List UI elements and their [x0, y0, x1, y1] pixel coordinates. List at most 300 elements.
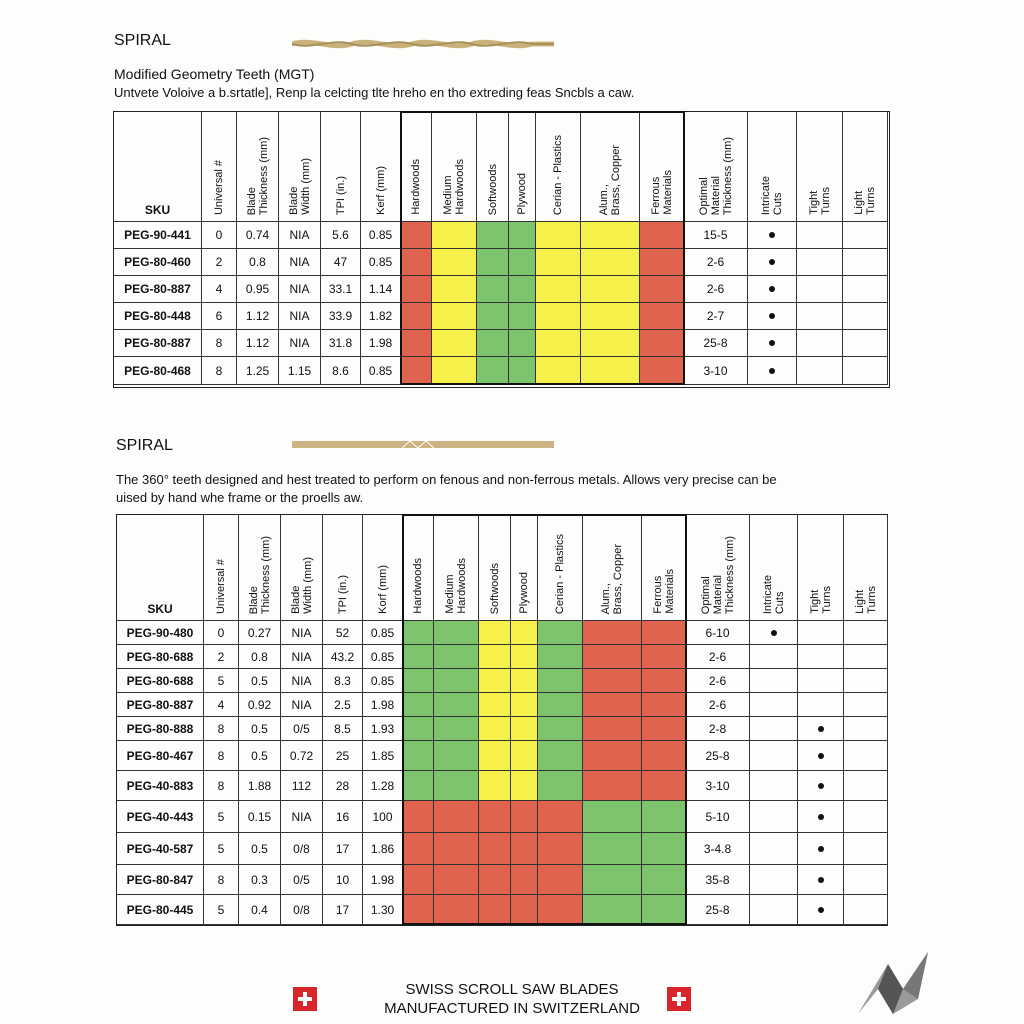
- material-suitability-cell: [401, 303, 432, 330]
- value-cell: 28: [323, 771, 363, 801]
- value-cell: 1.85: [363, 741, 403, 771]
- bullet-icon: [818, 846, 824, 852]
- value-cell: 0.92: [239, 693, 281, 717]
- value-cell: 1.98: [361, 330, 401, 357]
- material-suitability-cell: [434, 669, 479, 693]
- material-suitability-cell: [434, 621, 479, 645]
- column-header-label: Blade Thickness (mm): [247, 535, 272, 614]
- value-cell: 1.88: [239, 771, 281, 801]
- material-suitability-cell: [509, 222, 536, 249]
- sku-cell: PEG-40-587: [117, 833, 204, 865]
- column-header-label: Hardwoods: [410, 159, 422, 215]
- material-suitability-cell: [583, 895, 642, 925]
- material-suitability-cell: [642, 621, 686, 645]
- value-cell: NIA: [279, 330, 321, 357]
- value-cell: 4: [202, 276, 237, 303]
- material-suitability-cell: [479, 865, 511, 895]
- value-cell: 1.12: [237, 303, 279, 330]
- column-header-label: SKU: [147, 602, 173, 616]
- footer-line2: MANUFACTURED IN SWITZERLAND: [384, 1000, 640, 1017]
- column-header: [204, 515, 239, 621]
- material-suitability-cell: [538, 865, 583, 895]
- value-cell: 5: [204, 669, 239, 693]
- usage-cell: [798, 833, 844, 865]
- value-cell: 5: [204, 833, 239, 865]
- table-row: [117, 693, 888, 717]
- column-header-label: Kerf (mm): [374, 166, 387, 215]
- bullet-icon: [818, 814, 824, 820]
- value-cell: 0.85: [361, 357, 401, 385]
- optimal-thickness-cell: 3-10: [686, 771, 750, 801]
- value-cell: 33.1: [321, 276, 361, 303]
- column-header-label: Medium Hardwoods: [442, 159, 466, 215]
- column-header-label: Blade Thickness (mm): [245, 136, 270, 215]
- blade-table-1: [113, 111, 890, 388]
- column-header: [479, 515, 511, 621]
- section1-title: SPIRAL: [114, 32, 171, 49]
- optimal-thickness-cell: 25-8: [686, 741, 750, 771]
- material-suitability-cell: [403, 645, 434, 669]
- value-cell: NIA: [279, 249, 321, 276]
- material-suitability-cell: [536, 303, 581, 330]
- column-header: [239, 515, 281, 621]
- usage-cell: [797, 303, 843, 330]
- value-cell: 1.30: [363, 895, 403, 925]
- material-suitability-cell: [642, 669, 686, 693]
- usage-cell: [798, 645, 844, 669]
- material-suitability-cell: [432, 303, 477, 330]
- value-cell: 10: [323, 865, 363, 895]
- material-suitability-cell: [477, 222, 509, 249]
- bullet-icon: [818, 753, 824, 759]
- material-suitability-cell: [511, 771, 538, 801]
- table-row: [114, 222, 888, 249]
- usage-cell: [750, 621, 798, 645]
- bullet-icon: [818, 877, 824, 883]
- material-suitability-cell: [434, 895, 479, 925]
- value-cell: NIA: [281, 801, 323, 833]
- usage-cell: [798, 717, 844, 741]
- material-suitability-cell: [642, 895, 686, 925]
- material-suitability-cell: [536, 222, 581, 249]
- value-cell: 5.6: [321, 222, 361, 249]
- value-cell: 0.8: [237, 249, 279, 276]
- table-row: [117, 801, 888, 833]
- table-row: [114, 303, 888, 330]
- material-suitability-cell: [538, 895, 583, 925]
- column-header: [281, 515, 323, 621]
- value-cell: 43.2: [323, 645, 363, 669]
- material-suitability-cell: [432, 276, 477, 303]
- column-header: [684, 112, 748, 222]
- column-header-label: Universal #: [215, 558, 227, 614]
- column-header: [640, 112, 684, 222]
- value-cell: 0.85: [361, 249, 401, 276]
- material-suitability-cell: [511, 717, 538, 741]
- column-header: [401, 112, 432, 222]
- column-header-label: Blade Width (mm): [287, 158, 312, 215]
- column-header-label: Light Turns: [853, 187, 877, 215]
- usage-cell: [797, 357, 843, 385]
- table-row: [114, 357, 888, 385]
- material-suitability-cell: [536, 249, 581, 276]
- column-header-label: SKU: [144, 203, 171, 217]
- usage-cell: [844, 669, 888, 693]
- value-cell: 8: [202, 357, 237, 385]
- material-suitability-cell: [509, 303, 536, 330]
- usage-cell: [748, 222, 797, 249]
- usage-cell: [750, 717, 798, 741]
- usage-cell: [844, 801, 888, 833]
- spiral-blade-image: [292, 36, 554, 52]
- section1-subtitle: Modified Geometry Teeth (MGT): [114, 66, 315, 82]
- value-cell: 112: [281, 771, 323, 801]
- usage-cell: [798, 771, 844, 801]
- column-header: [798, 515, 844, 621]
- column-header-label: Optimal Material Thickness (mm): [699, 535, 736, 614]
- value-cell: 1.86: [363, 833, 403, 865]
- usage-cell: [798, 865, 844, 895]
- value-cell: 5: [204, 801, 239, 833]
- usage-cell: [843, 276, 888, 303]
- sku-cell: PEG-80-445: [117, 895, 204, 925]
- value-cell: 52: [323, 621, 363, 645]
- optimal-thickness-cell: 25-8: [684, 330, 748, 357]
- material-suitability-cell: [509, 330, 536, 357]
- column-header: [536, 112, 581, 222]
- value-cell: 1.98: [363, 865, 403, 895]
- material-suitability-cell: [581, 249, 640, 276]
- section2-title: SPIRAL: [116, 437, 173, 454]
- section2-description-line2: uised by hand whe frame or the proells aw.: [116, 490, 364, 505]
- value-cell: 0.85: [363, 645, 403, 669]
- material-suitability-cell: [538, 717, 583, 741]
- value-cell: 0: [204, 621, 239, 645]
- material-suitability-cell: [581, 303, 640, 330]
- value-cell: 1.12: [237, 330, 279, 357]
- usage-cell: [750, 801, 798, 833]
- value-cell: 100: [363, 801, 403, 833]
- material-suitability-cell: [434, 801, 479, 833]
- material-suitability-cell: [477, 330, 509, 357]
- column-header-label: Plywood: [516, 173, 528, 215]
- usage-cell: [748, 357, 797, 385]
- column-header-label: Intricate Cuts: [761, 574, 786, 614]
- column-header-label: Hardwoods: [412, 558, 424, 614]
- material-suitability-cell: [511, 693, 538, 717]
- bullet-icon: [769, 286, 775, 292]
- optimal-thickness-cell: 35-8: [686, 865, 750, 895]
- table-row: [117, 865, 888, 895]
- material-suitability-cell: [403, 741, 434, 771]
- material-suitability-cell: [642, 771, 686, 801]
- column-header: [361, 112, 401, 222]
- sku-cell: PEG-80-460: [114, 249, 202, 276]
- material-suitability-cell: [642, 833, 686, 865]
- table-row: [117, 669, 888, 693]
- value-cell: 0.85: [363, 669, 403, 693]
- material-suitability-cell: [511, 741, 538, 771]
- column-header: [583, 515, 642, 621]
- material-suitability-cell: [403, 621, 434, 645]
- material-suitability-cell: [642, 801, 686, 833]
- value-cell: NIA: [281, 645, 323, 669]
- sku-cell: PEG-40-443: [117, 801, 204, 833]
- column-header-label: TPI (in.): [334, 175, 347, 215]
- column-header: [403, 515, 434, 621]
- material-suitability-cell: [434, 717, 479, 741]
- material-suitability-cell: [403, 865, 434, 895]
- bullet-icon: [769, 259, 775, 265]
- optimal-thickness-cell: 2-6: [684, 249, 748, 276]
- value-cell: 0.5: [239, 833, 281, 865]
- value-cell: 1.15: [279, 357, 321, 385]
- material-suitability-cell: [583, 669, 642, 693]
- material-suitability-cell: [538, 801, 583, 833]
- bullet-icon: [771, 630, 777, 636]
- material-suitability-cell: [583, 645, 642, 669]
- material-suitability-cell: [640, 330, 684, 357]
- material-suitability-cell: [511, 621, 538, 645]
- footer-line1: SWISS SCROLL SAW BLADES: [405, 981, 619, 998]
- material-suitability-cell: [403, 833, 434, 865]
- value-cell: 8.3: [323, 669, 363, 693]
- column-header: [538, 515, 583, 621]
- bullet-icon: [769, 368, 775, 374]
- usage-cell: [798, 895, 844, 925]
- value-cell: 31.8: [321, 330, 361, 357]
- material-suitability-cell: [509, 276, 536, 303]
- material-suitability-cell: [538, 693, 583, 717]
- usage-cell: [797, 330, 843, 357]
- material-suitability-cell: [403, 693, 434, 717]
- column-header: [843, 112, 888, 222]
- column-header: [432, 112, 477, 222]
- material-suitability-cell: [401, 357, 432, 385]
- company-logo-icon: [848, 944, 938, 1024]
- value-cell: 1.25: [237, 357, 279, 385]
- material-suitability-cell: [477, 276, 509, 303]
- usage-cell: [843, 330, 888, 357]
- optimal-thickness-cell: 2-8: [686, 717, 750, 741]
- usage-cell: [750, 645, 798, 669]
- value-cell: 17: [323, 833, 363, 865]
- material-suitability-cell: [479, 645, 511, 669]
- material-suitability-cell: [403, 669, 434, 693]
- material-suitability-cell: [511, 895, 538, 925]
- sku-cell: PEG-80-688: [117, 645, 204, 669]
- table-row: [117, 895, 888, 925]
- material-suitability-cell: [538, 771, 583, 801]
- usage-cell: [843, 357, 888, 385]
- value-cell: 0.95: [237, 276, 279, 303]
- material-suitability-cell: [536, 330, 581, 357]
- value-cell: 8.6: [321, 357, 361, 385]
- sku-cell: PEG-80-888: [117, 717, 204, 741]
- value-cell: 0.5: [239, 669, 281, 693]
- usage-cell: [843, 249, 888, 276]
- material-suitability-cell: [477, 249, 509, 276]
- usage-cell: [844, 717, 888, 741]
- value-cell: 8: [204, 865, 239, 895]
- column-header: [642, 515, 686, 621]
- table-row: [117, 621, 888, 645]
- value-cell: 0/5: [281, 717, 323, 741]
- material-suitability-cell: [434, 645, 479, 669]
- value-cell: 0.4: [239, 895, 281, 925]
- material-suitability-cell: [640, 222, 684, 249]
- value-cell: 2: [202, 249, 237, 276]
- material-suitability-cell: [432, 330, 477, 357]
- optimal-thickness-cell: 3-4.8: [686, 833, 750, 865]
- value-cell: 0.85: [363, 621, 403, 645]
- value-cell: 0.3: [239, 865, 281, 895]
- usage-cell: [750, 741, 798, 771]
- material-suitability-cell: [581, 357, 640, 385]
- usage-cell: [844, 645, 888, 669]
- column-header: [202, 112, 237, 222]
- value-cell: 5: [204, 895, 239, 925]
- material-suitability-cell: [401, 249, 432, 276]
- usage-cell: [844, 741, 888, 771]
- material-suitability-cell: [642, 741, 686, 771]
- column-header: [434, 515, 479, 621]
- usage-cell: [844, 621, 888, 645]
- material-suitability-cell: [403, 895, 434, 925]
- bullet-icon: [818, 907, 824, 913]
- value-cell: 0/8: [281, 895, 323, 925]
- material-suitability-cell: [536, 357, 581, 385]
- value-cell: 1.82: [361, 303, 401, 330]
- column-header: [748, 112, 797, 222]
- usage-cell: [798, 693, 844, 717]
- column-header-label: Ferrous Materials: [649, 170, 674, 215]
- column-header-label: Korf (mm): [376, 565, 389, 614]
- value-cell: 8: [204, 741, 239, 771]
- column-header-label: TPI (in.): [336, 574, 349, 614]
- column-header: [279, 112, 321, 222]
- spiral-blade-image-2: [292, 438, 554, 452]
- usage-cell: [748, 276, 797, 303]
- column-header: [363, 515, 403, 621]
- material-suitability-cell: [477, 303, 509, 330]
- column-header-label: Ferrous Materials: [651, 569, 676, 614]
- usage-cell: [797, 249, 843, 276]
- usage-cell: [750, 771, 798, 801]
- section2-description-line1: The 360° teeth designed and hest treated to perform on fenous and non-ferrous metals. Allows very precise can be: [116, 472, 777, 487]
- usage-cell: [844, 693, 888, 717]
- material-suitability-cell: [434, 865, 479, 895]
- table-row: [117, 771, 888, 801]
- material-suitability-cell: [479, 895, 511, 925]
- value-cell: NIA: [279, 276, 321, 303]
- optimal-thickness-cell: 6-10: [686, 621, 750, 645]
- material-suitability-cell: [479, 771, 511, 801]
- value-cell: 0/5: [281, 865, 323, 895]
- value-cell: 8: [204, 771, 239, 801]
- usage-cell: [798, 801, 844, 833]
- optimal-thickness-cell: 5-10: [686, 801, 750, 833]
- column-header: [511, 515, 538, 621]
- sku-cell: PEG-80-468: [114, 357, 202, 385]
- value-cell: 1.28: [363, 771, 403, 801]
- usage-cell: [750, 895, 798, 925]
- material-suitability-cell: [432, 249, 477, 276]
- value-cell: NIA: [279, 222, 321, 249]
- value-cell: 47: [321, 249, 361, 276]
- material-suitability-cell: [434, 741, 479, 771]
- column-header-label: Softwoods: [488, 562, 501, 614]
- material-suitability-cell: [511, 669, 538, 693]
- optimal-thickness-cell: 2-7: [684, 303, 748, 330]
- material-suitability-cell: [583, 693, 642, 717]
- material-suitability-cell: [581, 330, 640, 357]
- column-header-label: Medium Hardwoods: [444, 558, 468, 614]
- bullet-icon: [818, 726, 824, 732]
- table-row: [117, 741, 888, 771]
- material-suitability-cell: [401, 222, 432, 249]
- material-suitability-cell: [640, 303, 684, 330]
- sku-cell: PEG-90-480: [117, 621, 204, 645]
- material-suitability-cell: [479, 717, 511, 741]
- column-header-label: Alum., Brass, Copper: [598, 144, 622, 215]
- optimal-thickness-cell: 2-6: [686, 669, 750, 693]
- material-suitability-cell: [583, 741, 642, 771]
- value-cell: NIA: [281, 669, 323, 693]
- material-suitability-cell: [479, 833, 511, 865]
- table-row: [117, 645, 888, 669]
- table-row: [114, 276, 888, 303]
- material-suitability-cell: [583, 801, 642, 833]
- material-suitability-cell: [583, 865, 642, 895]
- material-suitability-cell: [511, 645, 538, 669]
- column-header-label: Cerian - Plastics: [552, 134, 564, 215]
- material-suitability-cell: [642, 717, 686, 741]
- column-header-label: Tight Turns: [807, 187, 832, 215]
- value-cell: NIA: [281, 693, 323, 717]
- column-header-label: Alum., Brass, Copper: [600, 543, 624, 614]
- usage-cell: [748, 249, 797, 276]
- sku-cell: PEG-80-448: [114, 303, 202, 330]
- column-header-label: Plywood: [518, 572, 530, 614]
- material-suitability-cell: [538, 621, 583, 645]
- column-header: [477, 112, 509, 222]
- material-suitability-cell: [401, 276, 432, 303]
- value-cell: 6: [202, 303, 237, 330]
- blade-table-2: [116, 514, 888, 926]
- value-cell: 0.8: [239, 645, 281, 669]
- bullet-icon: [769, 232, 775, 238]
- value-cell: 0: [202, 222, 237, 249]
- value-cell: 1.93: [363, 717, 403, 741]
- material-suitability-cell: [403, 771, 434, 801]
- value-cell: NIA: [279, 303, 321, 330]
- column-header: [237, 112, 279, 222]
- column-header-label: Light Turns: [853, 586, 878, 614]
- material-suitability-cell: [434, 693, 479, 717]
- table-row: [114, 249, 888, 276]
- column-header-label: Tight Turns: [808, 586, 833, 614]
- material-suitability-cell: [583, 771, 642, 801]
- usage-cell: [843, 222, 888, 249]
- value-cell: 1.14: [361, 276, 401, 303]
- sku-cell: PEG-80-887: [114, 276, 202, 303]
- usage-cell: [844, 833, 888, 865]
- material-suitability-cell: [640, 276, 684, 303]
- material-suitability-cell: [401, 330, 432, 357]
- optimal-thickness-cell: 15-5: [684, 222, 748, 249]
- optimal-thickness-cell: 2-6: [686, 693, 750, 717]
